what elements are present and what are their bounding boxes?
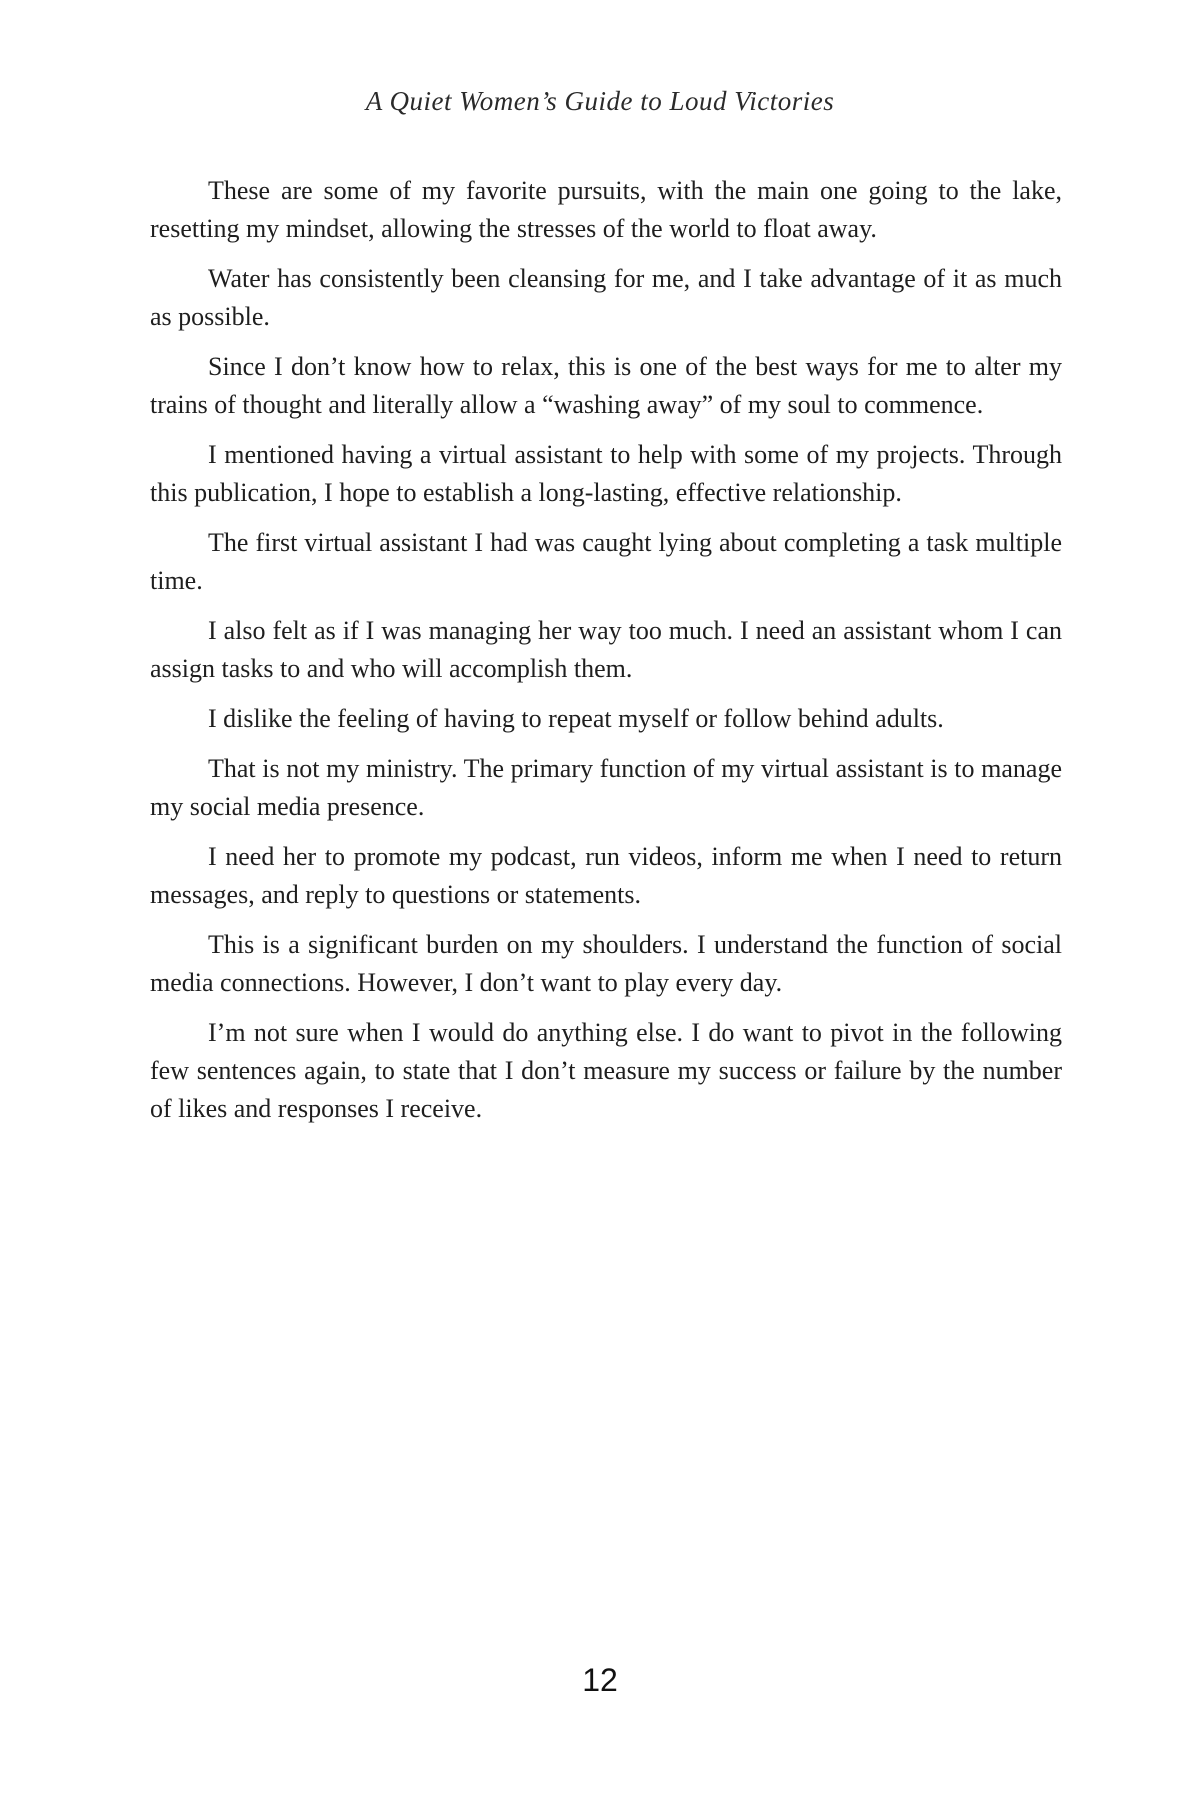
paragraph: I’m not sure when I would do anything else. I do want to pivot in the following few sentences again, to state that I don’t measure my success or failure by the number of likes and responses I receive.: [150, 1018, 1062, 1123]
paragraph: I dislike the feeling of having to repeat myself or follow behind adults.: [208, 704, 944, 733]
paragraph: I also felt as if I was managing her way too much. I need an assistant whom I can assign tasks to and who will accomplish them.: [150, 616, 1062, 683]
paragraph: Water has consistently been cleansing for me, and I take advantage of it as much as possible.: [150, 264, 1062, 331]
body-text: [150, 172, 1062, 1140]
paragraph: This is a significant burden on my shoulders. I understand the function of social media connections. However, I don’t want to play every day.: [150, 930, 1062, 997]
paragraph: The first virtual assistant I had was caught lying about completing a task multiple time.: [150, 528, 1062, 595]
paragraph: I mentioned having a virtual assistant to help with some of my projects. Through this publication, I hope to establish a long-lasting, effective relationship.: [150, 440, 1062, 507]
paragraph: Since I don’t know how to relax, this is one of the best ways for me to alter my trains of thought and literally allow a “washing away” of my soul to commence.: [150, 352, 1062, 419]
page-number: 12: [582, 1662, 618, 1698]
paragraph: I need her to promote my podcast, run videos, inform me when I need to return messages, and reply to questions or statements.: [150, 842, 1062, 909]
paragraph: These are some of my favorite pursuits, with the main one going to the lake, resetting my mindset, allowing the stresses of the world to float away.: [150, 176, 1062, 243]
paragraph: That is not my ministry. The primary function of my virtual assistant is to manage my social media presence.: [150, 754, 1062, 821]
running-header: A Quiet Women’s Guide to Loud Victories: [365, 86, 835, 116]
